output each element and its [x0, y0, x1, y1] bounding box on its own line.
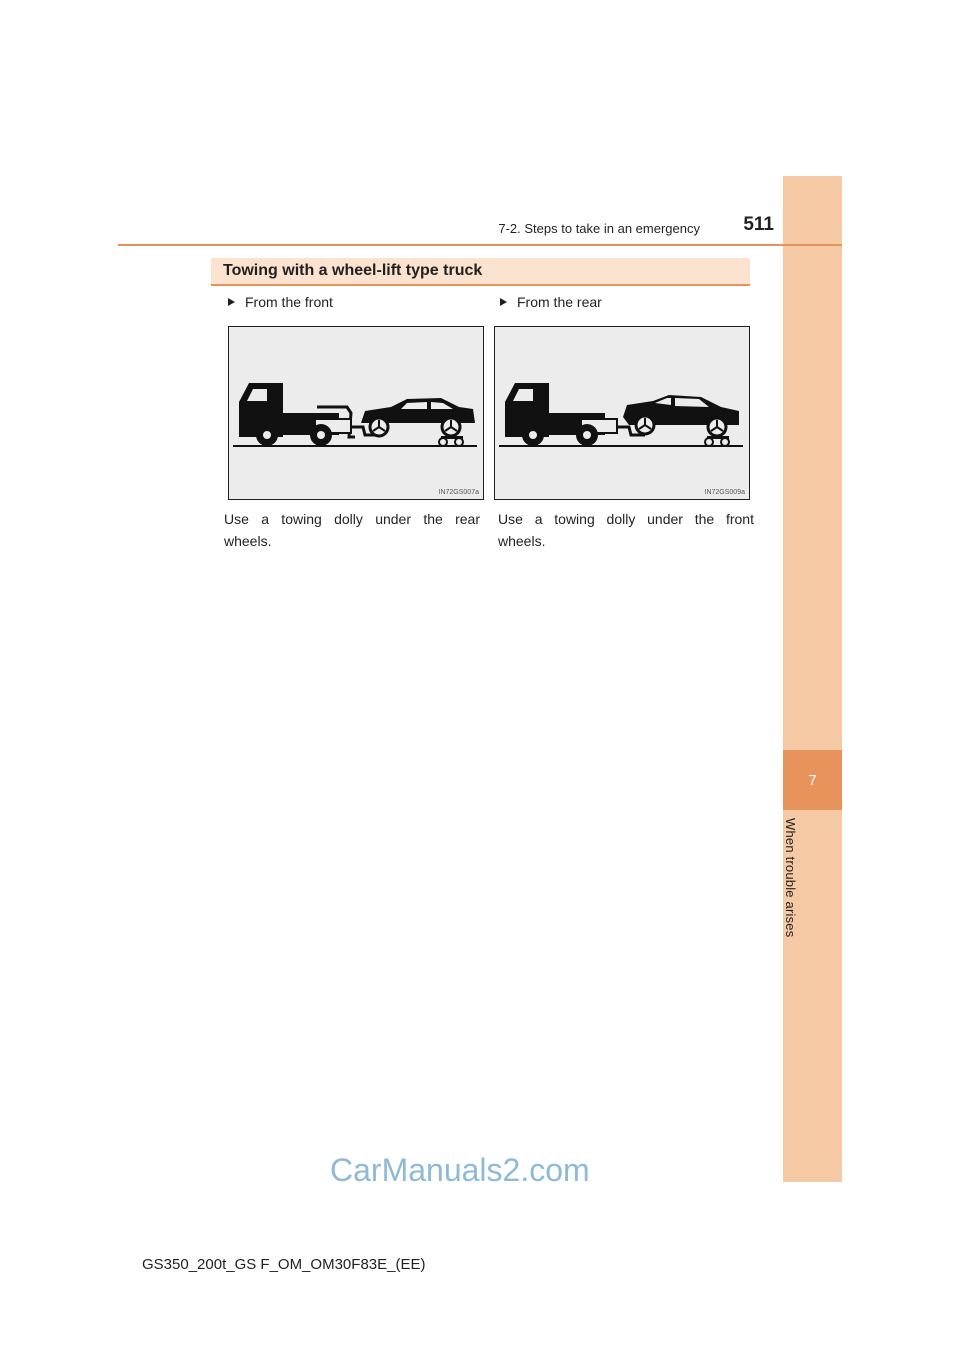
section-heading	[211, 258, 750, 286]
column-title-rear	[500, 294, 602, 310]
chapter-title	[775, 818, 811, 948]
header-section-title: 7-2. Steps to take in an emergency	[498, 221, 700, 236]
page-number: 511	[743, 214, 774, 235]
figure-code: IN72GS007a	[438, 489, 479, 496]
section-heading-text: Towing with a wheel-lift type truck	[223, 262, 483, 279]
column-title-front	[228, 294, 333, 310]
caption-rear: Use a towing dolly under the front wheels.	[498, 511, 754, 549]
header-divider	[118, 244, 842, 246]
triangle-bullet-icon	[500, 298, 507, 306]
figure-code: IN72GS009a	[704, 489, 745, 496]
chapter-title-text: When trouble arises	[783, 818, 798, 938]
watermark: CarManuals2.com	[330, 1152, 590, 1188]
caption-front: Use a towing dolly under the rear wheels.	[224, 511, 480, 549]
column-title-rear-text: From the rear	[517, 294, 602, 310]
chapter-side-tab	[783, 176, 842, 1182]
chapter-number: 7	[783, 750, 842, 810]
triangle-bullet-icon	[228, 298, 235, 306]
footer-doc-code: GS350_200t_GS F_OM_OM30F83E_(EE)	[142, 1256, 426, 1273]
column-title-front-text: From the front	[245, 294, 333, 310]
tow-truck-illustration-rear	[495, 327, 750, 500]
figure-tow-from-front	[228, 326, 484, 500]
figure-tow-from-rear	[494, 326, 750, 500]
tow-truck-illustration-front	[229, 327, 484, 500]
